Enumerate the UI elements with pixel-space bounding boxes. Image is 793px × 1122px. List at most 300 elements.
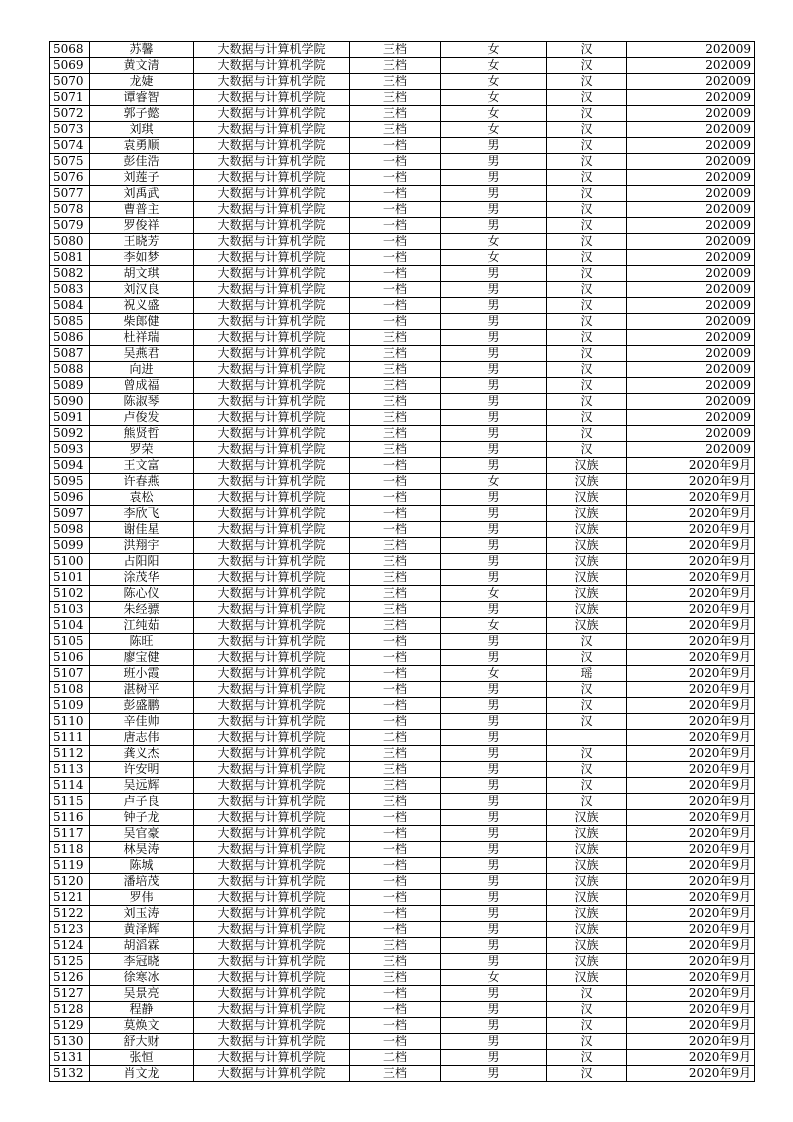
- gender-cell: 男: [441, 906, 547, 922]
- table-row: [50, 874, 755, 890]
- row-number-cell: 5104: [50, 618, 90, 634]
- ethnicity-cell: 汉: [547, 378, 627, 394]
- gender-cell: 男: [441, 154, 547, 170]
- ethnicity-cell: 汉族: [547, 842, 627, 858]
- ethnicity-cell: 汉族: [547, 826, 627, 842]
- gender-cell: 男: [441, 1002, 547, 1018]
- table-row: [50, 394, 755, 410]
- row-number-cell: 5123: [50, 922, 90, 938]
- student-name-cell: 苏馨: [90, 42, 194, 58]
- college-cell: 大数据与计算机学院: [194, 858, 350, 874]
- college-cell: 大数据与计算机学院: [194, 762, 350, 778]
- ethnicity-cell: 汉: [547, 106, 627, 122]
- table-row: [50, 1066, 755, 1082]
- row-number-cell: 5068: [50, 42, 90, 58]
- table-row: [50, 170, 755, 186]
- ethnicity-cell: 汉族: [547, 538, 627, 554]
- row-number-cell: 5114: [50, 778, 90, 794]
- college-cell: 大数据与计算机学院: [194, 922, 350, 938]
- ethnicity-cell: 汉族: [547, 906, 627, 922]
- student-name-cell: 肖文龙: [90, 1066, 194, 1082]
- table-row: [50, 266, 755, 282]
- ethnicity-cell: 汉: [547, 986, 627, 1002]
- gender-cell: 男: [441, 538, 547, 554]
- student-name-cell: 湛树平: [90, 682, 194, 698]
- student-name-cell: 向进: [90, 362, 194, 378]
- student-name-cell: 刘玉涛: [90, 906, 194, 922]
- table-row: [50, 362, 755, 378]
- table-row: [50, 410, 755, 426]
- ethnicity-cell: 汉: [547, 218, 627, 234]
- college-cell: 大数据与计算机学院: [194, 602, 350, 618]
- enrollment-date-cell: 2020年9月: [627, 618, 755, 634]
- gender-cell: 男: [441, 938, 547, 954]
- ethnicity-cell: 汉族: [547, 570, 627, 586]
- college-cell: 大数据与计算机学院: [194, 442, 350, 458]
- gender-cell: 男: [441, 442, 547, 458]
- ethnicity-cell: 汉族: [547, 506, 627, 522]
- college-cell: 大数据与计算机学院: [194, 1002, 350, 1018]
- grade-level-cell: 三档: [350, 74, 441, 90]
- row-number-cell: 5119: [50, 858, 90, 874]
- row-number-cell: 5106: [50, 650, 90, 666]
- table-row: [50, 74, 755, 90]
- gender-cell: 男: [441, 1066, 547, 1082]
- enrollment-date-cell: 202009: [627, 282, 755, 298]
- ethnicity-cell: 汉: [547, 266, 627, 282]
- grade-level-cell: 一档: [350, 1034, 441, 1050]
- gender-cell: 男: [441, 282, 547, 298]
- student-name-cell: 江纯茹: [90, 618, 194, 634]
- student-name-cell: 钟子龙: [90, 810, 194, 826]
- enrollment-date-cell: 202009: [627, 186, 755, 202]
- gender-cell: 男: [441, 570, 547, 586]
- student-name-cell: 罗俊祥: [90, 218, 194, 234]
- table-row: [50, 154, 755, 170]
- row-number-cell: 5078: [50, 202, 90, 218]
- table-row: [50, 746, 755, 762]
- row-number-cell: 5091: [50, 410, 90, 426]
- ethnicity-cell: 汉: [547, 746, 627, 762]
- student-name-cell: 吴远辉: [90, 778, 194, 794]
- college-cell: 大数据与计算机学院: [194, 1034, 350, 1050]
- gender-cell: 女: [441, 666, 547, 682]
- row-number-cell: 5118: [50, 842, 90, 858]
- enrollment-date-cell: 202009: [627, 298, 755, 314]
- row-number-cell: 5102: [50, 586, 90, 602]
- gender-cell: 男: [441, 170, 547, 186]
- college-cell: 大数据与计算机学院: [194, 634, 350, 650]
- grade-level-cell: 二档: [350, 1050, 441, 1066]
- gender-cell: 男: [441, 1034, 547, 1050]
- grade-level-cell: 一档: [350, 138, 441, 154]
- student-name-cell: 吴景亮: [90, 986, 194, 1002]
- row-number-cell: 5093: [50, 442, 90, 458]
- college-cell: 大数据与计算机学院: [194, 666, 350, 682]
- row-number-cell: 5089: [50, 378, 90, 394]
- row-number-cell: 5074: [50, 138, 90, 154]
- ethnicity-cell: 瑶: [547, 666, 627, 682]
- grade-level-cell: 一档: [350, 218, 441, 234]
- ethnicity-cell: 汉族: [547, 458, 627, 474]
- ethnicity-cell: 汉: [547, 74, 627, 90]
- grade-level-cell: 三档: [350, 426, 441, 442]
- grade-level-cell: 一档: [350, 874, 441, 890]
- gender-cell: 男: [441, 202, 547, 218]
- college-cell: 大数据与计算机学院: [194, 826, 350, 842]
- student-name-cell: 潘培茂: [90, 874, 194, 890]
- table-row: [50, 330, 755, 346]
- gender-cell: 男: [441, 458, 547, 474]
- ethnicity-cell: 汉: [547, 410, 627, 426]
- college-cell: 大数据与计算机学院: [194, 474, 350, 490]
- ethnicity-cell: 汉族: [547, 954, 627, 970]
- row-number-cell: 5098: [50, 522, 90, 538]
- gender-cell: 男: [441, 1050, 547, 1066]
- gender-cell: 男: [441, 634, 547, 650]
- college-cell: 大数据与计算机学院: [194, 218, 350, 234]
- table-row: [50, 426, 755, 442]
- college-cell: 大数据与计算机学院: [194, 682, 350, 698]
- gender-cell: 女: [441, 58, 547, 74]
- gender-cell: 男: [441, 506, 547, 522]
- table-row: [50, 202, 755, 218]
- row-number-cell: 5129: [50, 1018, 90, 1034]
- college-cell: 大数据与计算机学院: [194, 90, 350, 106]
- college-cell: 大数据与计算机学院: [194, 522, 350, 538]
- ethnicity-cell: [547, 730, 627, 746]
- gender-cell: 男: [441, 394, 547, 410]
- enrollment-date-cell: 2020年9月: [627, 746, 755, 762]
- table-row: [50, 618, 755, 634]
- grade-level-cell: 一档: [350, 906, 441, 922]
- ethnicity-cell: 汉族: [547, 586, 627, 602]
- student-name-cell: 朱经骠: [90, 602, 194, 618]
- table-row: [50, 666, 755, 682]
- student-name-cell: 程静: [90, 1002, 194, 1018]
- college-cell: 大数据与计算机学院: [194, 714, 350, 730]
- row-number-cell: 5128: [50, 1002, 90, 1018]
- row-number-cell: 5097: [50, 506, 90, 522]
- row-number-cell: 5087: [50, 346, 90, 362]
- gender-cell: 男: [441, 330, 547, 346]
- grade-level-cell: 三档: [350, 554, 441, 570]
- ethnicity-cell: 汉: [547, 794, 627, 810]
- gender-cell: 女: [441, 122, 547, 138]
- college-cell: 大数据与计算机学院: [194, 410, 350, 426]
- enrollment-date-cell: 2020年9月: [627, 970, 755, 986]
- ethnicity-cell: 汉: [547, 762, 627, 778]
- college-cell: 大数据与计算机学院: [194, 250, 350, 266]
- grade-level-cell: 三档: [350, 330, 441, 346]
- enrollment-date-cell: 2020年9月: [627, 938, 755, 954]
- college-cell: 大数据与计算机学院: [194, 1018, 350, 1034]
- student-name-cell: 谢佳星: [90, 522, 194, 538]
- row-number-cell: 5075: [50, 154, 90, 170]
- gender-cell: 男: [441, 218, 547, 234]
- college-cell: 大数据与计算机学院: [194, 266, 350, 282]
- grade-level-cell: 一档: [350, 698, 441, 714]
- row-number-cell: 5070: [50, 74, 90, 90]
- student-name-cell: 卢子良: [90, 794, 194, 810]
- student-name-cell: 陈旺: [90, 634, 194, 650]
- gender-cell: 男: [441, 314, 547, 330]
- enrollment-date-cell: 202009: [627, 426, 755, 442]
- enrollment-date-cell: 2020年9月: [627, 906, 755, 922]
- gender-cell: 女: [441, 586, 547, 602]
- row-number-cell: 5095: [50, 474, 90, 490]
- student-table: [49, 41, 755, 1082]
- ethnicity-cell: 汉: [547, 298, 627, 314]
- grade-level-cell: 一档: [350, 298, 441, 314]
- table-row: [50, 314, 755, 330]
- ethnicity-cell: 汉: [547, 314, 627, 330]
- row-number-cell: 5130: [50, 1034, 90, 1050]
- table-row: [50, 42, 755, 58]
- college-cell: 大数据与计算机学院: [194, 122, 350, 138]
- enrollment-date-cell: 202009: [627, 394, 755, 410]
- grade-level-cell: 一档: [350, 714, 441, 730]
- row-number-cell: 5108: [50, 682, 90, 698]
- student-name-cell: 袁勇顺: [90, 138, 194, 154]
- table-row: [50, 714, 755, 730]
- ethnicity-cell: 汉: [547, 186, 627, 202]
- student-name-cell: 曹普主: [90, 202, 194, 218]
- enrollment-date-cell: 2020年9月: [627, 858, 755, 874]
- college-cell: 大数据与计算机学院: [194, 570, 350, 586]
- student-name-cell: 吴燕君: [90, 346, 194, 362]
- gender-cell: 男: [441, 890, 547, 906]
- enrollment-date-cell: 202009: [627, 218, 755, 234]
- college-cell: 大数据与计算机学院: [194, 42, 350, 58]
- grade-level-cell: 一档: [350, 202, 441, 218]
- grade-level-cell: 三档: [350, 42, 441, 58]
- student-name-cell: 胡滔霖: [90, 938, 194, 954]
- gender-cell: 男: [441, 426, 547, 442]
- gender-cell: 女: [441, 90, 547, 106]
- enrollment-date-cell: 2020年9月: [627, 778, 755, 794]
- ethnicity-cell: 汉: [547, 634, 627, 650]
- ethnicity-cell: 汉族: [547, 970, 627, 986]
- college-cell: 大数据与计算机学院: [194, 1050, 350, 1066]
- enrollment-date-cell: 2020年9月: [627, 554, 755, 570]
- table-row: [50, 890, 755, 906]
- row-number-cell: 5115: [50, 794, 90, 810]
- grade-level-cell: 一档: [350, 634, 441, 650]
- row-number-cell: 5125: [50, 954, 90, 970]
- gender-cell: 女: [441, 42, 547, 58]
- grade-level-cell: 一档: [350, 986, 441, 1002]
- enrollment-date-cell: 202009: [627, 106, 755, 122]
- enrollment-date-cell: 202009: [627, 122, 755, 138]
- enrollment-date-cell: 2020年9月: [627, 1034, 755, 1050]
- ethnicity-cell: 汉族: [547, 858, 627, 874]
- student-name-cell: 许春燕: [90, 474, 194, 490]
- enrollment-date-cell: 202009: [627, 250, 755, 266]
- table-row: [50, 218, 755, 234]
- row-number-cell: 5103: [50, 602, 90, 618]
- table-row: [50, 730, 755, 746]
- grade-level-cell: 一档: [350, 186, 441, 202]
- table-row: [50, 1050, 755, 1066]
- ethnicity-cell: 汉: [547, 346, 627, 362]
- table-row: [50, 346, 755, 362]
- college-cell: 大数据与计算机学院: [194, 346, 350, 362]
- table-row: [50, 554, 755, 570]
- table-row: [50, 778, 755, 794]
- enrollment-date-cell: 202009: [627, 266, 755, 282]
- gender-cell: 男: [441, 986, 547, 1002]
- enrollment-date-cell: 2020年9月: [627, 714, 755, 730]
- enrollment-date-cell: 2020年9月: [627, 810, 755, 826]
- enrollment-date-cell: 2020年9月: [627, 842, 755, 858]
- row-number-cell: 5109: [50, 698, 90, 714]
- row-number-cell: 5084: [50, 298, 90, 314]
- ethnicity-cell: 汉族: [547, 810, 627, 826]
- ethnicity-cell: 汉: [547, 1034, 627, 1050]
- row-number-cell: 5126: [50, 970, 90, 986]
- row-number-cell: 5088: [50, 362, 90, 378]
- enrollment-date-cell: 2020年9月: [627, 666, 755, 682]
- student-name-cell: 唐志伟: [90, 730, 194, 746]
- student-name-cell: 舒大财: [90, 1034, 194, 1050]
- college-cell: 大数据与计算机学院: [194, 186, 350, 202]
- college-cell: 大数据与计算机学院: [194, 490, 350, 506]
- gender-cell: 女: [441, 970, 547, 986]
- college-cell: 大数据与计算机学院: [194, 106, 350, 122]
- college-cell: 大数据与计算机学院: [194, 650, 350, 666]
- grade-level-cell: 三档: [350, 570, 441, 586]
- ethnicity-cell: 汉族: [547, 474, 627, 490]
- enrollment-date-cell: 202009: [627, 442, 755, 458]
- college-cell: 大数据与计算机学院: [194, 586, 350, 602]
- student-name-cell: 卢俊发: [90, 410, 194, 426]
- grade-level-cell: 三档: [350, 106, 441, 122]
- college-cell: 大数据与计算机学院: [194, 970, 350, 986]
- enrollment-date-cell: 2020年9月: [627, 794, 755, 810]
- enrollment-date-cell: 2020年9月: [627, 1002, 755, 1018]
- table-row: [50, 906, 755, 922]
- row-number-cell: 5099: [50, 538, 90, 554]
- row-number-cell: 5117: [50, 826, 90, 842]
- college-cell: 大数据与计算机学院: [194, 538, 350, 554]
- student-name-cell: 龙婕: [90, 74, 194, 90]
- ethnicity-cell: 汉: [547, 250, 627, 266]
- ethnicity-cell: 汉: [547, 234, 627, 250]
- student-name-cell: 辛佳帅: [90, 714, 194, 730]
- gender-cell: 女: [441, 250, 547, 266]
- gender-cell: 男: [441, 650, 547, 666]
- table-row: [50, 538, 755, 554]
- ethnicity-cell: 汉: [547, 442, 627, 458]
- gender-cell: 男: [441, 346, 547, 362]
- college-cell: 大数据与计算机学院: [194, 730, 350, 746]
- ethnicity-cell: 汉: [547, 90, 627, 106]
- row-number-cell: 5069: [50, 58, 90, 74]
- gender-cell: 男: [441, 298, 547, 314]
- college-cell: 大数据与计算机学院: [194, 154, 350, 170]
- student-name-cell: 李如梦: [90, 250, 194, 266]
- student-name-cell: 刘莲子: [90, 170, 194, 186]
- student-name-cell: 莫焕文: [90, 1018, 194, 1034]
- student-name-cell: 陈城: [90, 858, 194, 874]
- college-cell: 大数据与计算机学院: [194, 986, 350, 1002]
- table-row: [50, 794, 755, 810]
- table-row: [50, 458, 755, 474]
- table-row: [50, 474, 755, 490]
- student-name-cell: 黄泽辉: [90, 922, 194, 938]
- row-number-cell: 5132: [50, 1066, 90, 1082]
- enrollment-date-cell: 202009: [627, 170, 755, 186]
- row-number-cell: 5083: [50, 282, 90, 298]
- table-row: [50, 586, 755, 602]
- ethnicity-cell: 汉族: [547, 522, 627, 538]
- enrollment-date-cell: 2020年9月: [627, 458, 755, 474]
- enrollment-date-cell: 202009: [627, 362, 755, 378]
- student-name-cell: 祝义盛: [90, 298, 194, 314]
- grade-level-cell: 一档: [350, 266, 441, 282]
- grade-level-cell: 一档: [350, 650, 441, 666]
- table-body: [50, 42, 755, 1082]
- table-row: [50, 1018, 755, 1034]
- college-cell: 大数据与计算机学院: [194, 170, 350, 186]
- gender-cell: 男: [441, 954, 547, 970]
- student-name-cell: 洪翔宇: [90, 538, 194, 554]
- table-row: [50, 90, 755, 106]
- student-name-cell: 谭睿智: [90, 90, 194, 106]
- ethnicity-cell: 汉: [547, 778, 627, 794]
- ethnicity-cell: 汉: [547, 58, 627, 74]
- grade-level-cell: 一档: [350, 922, 441, 938]
- grade-level-cell: 三档: [350, 586, 441, 602]
- grade-level-cell: 一档: [350, 522, 441, 538]
- ethnicity-cell: 汉: [547, 426, 627, 442]
- student-name-cell: 罗荣: [90, 442, 194, 458]
- gender-cell: 男: [441, 874, 547, 890]
- table-row: [50, 634, 755, 650]
- grade-level-cell: 一档: [350, 858, 441, 874]
- enrollment-date-cell: 2020年9月: [627, 634, 755, 650]
- ethnicity-cell: 汉: [547, 330, 627, 346]
- ethnicity-cell: 汉: [547, 650, 627, 666]
- row-number-cell: 5113: [50, 762, 90, 778]
- table-row: [50, 1002, 755, 1018]
- student-name-cell: 郭子懿: [90, 106, 194, 122]
- college-cell: 大数据与计算机学院: [194, 394, 350, 410]
- ethnicity-cell: 汉族: [547, 618, 627, 634]
- ethnicity-cell: 汉: [547, 1050, 627, 1066]
- gender-cell: 男: [441, 490, 547, 506]
- row-number-cell: 5121: [50, 890, 90, 906]
- grade-level-cell: 三档: [350, 1066, 441, 1082]
- college-cell: 大数据与计算机学院: [194, 74, 350, 90]
- gender-cell: 男: [441, 362, 547, 378]
- enrollment-date-cell: 202009: [627, 202, 755, 218]
- row-number-cell: 5086: [50, 330, 90, 346]
- row-number-cell: 5112: [50, 746, 90, 762]
- enrollment-date-cell: 202009: [627, 314, 755, 330]
- ethnicity-cell: 汉: [547, 714, 627, 730]
- college-cell: 大数据与计算机学院: [194, 874, 350, 890]
- gender-cell: 女: [441, 474, 547, 490]
- enrollment-date-cell: 202009: [627, 154, 755, 170]
- gender-cell: 男: [441, 762, 547, 778]
- table-row: [50, 810, 755, 826]
- enrollment-date-cell: 202009: [627, 234, 755, 250]
- row-number-cell: 5120: [50, 874, 90, 890]
- grade-level-cell: 三档: [350, 746, 441, 762]
- ethnicity-cell: 汉: [547, 394, 627, 410]
